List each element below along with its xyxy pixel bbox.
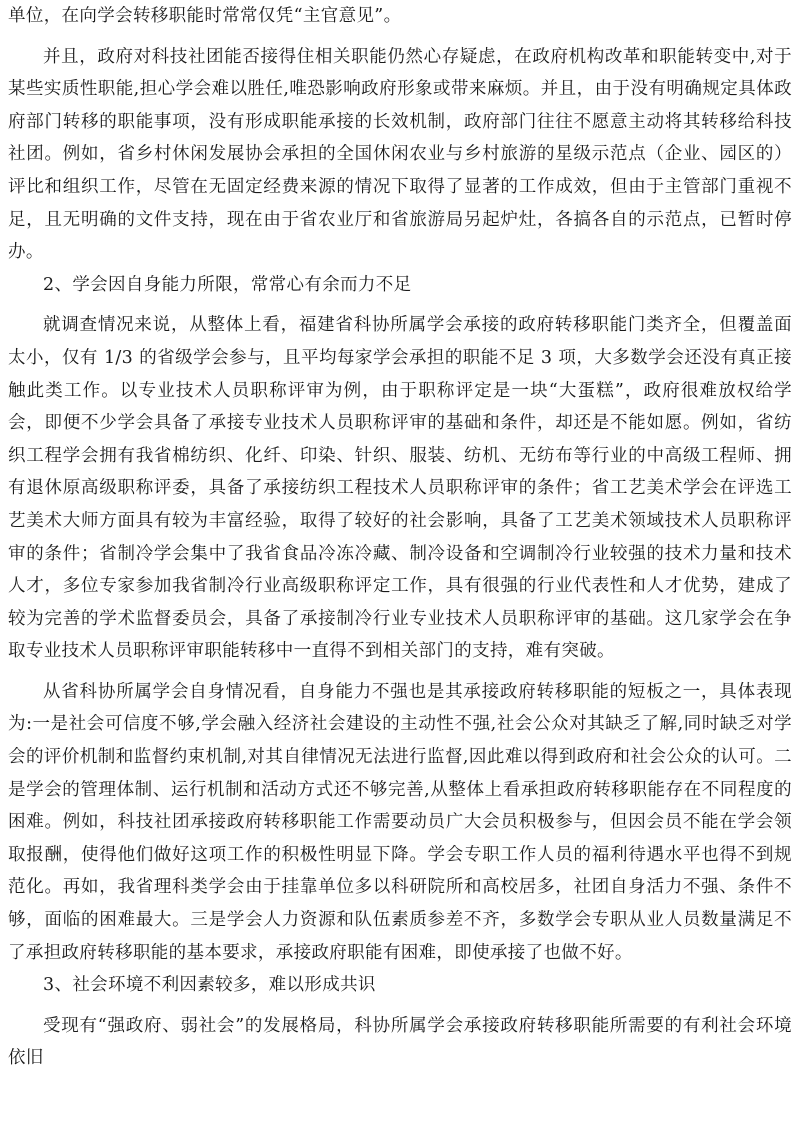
paragraph-social-environment: 受现有“强政府、弱社会”的发展格局，科协所属学会承接政府转移职能所需要的有利社会环境依旧	[8, 1015, 792, 1069]
section-heading-3: 3、社会环境不利因素较多，难以形成共识	[43, 975, 376, 996]
paragraph-government-concerns: 并且，政府对科技社团能否接得住相关职能仍然心存疑虑，在政府机构改革和职能转变中,对于某些实质性职能,担心学会难以胜任,唯恐影响政府形象或带来麻烦。并且，由于没有明确规定具体政府部门转移的职能事项，没有形成职能承接的长效机制，政府部门往往不愿意主动将其转移给科技社团。例如，省乡村休闲发展协会承担的全国休闲农业与乡村旅游的星级示范点（企业、园区的）评比和组织工作，尽管在无固定经费来源的情况下取得了显著的工作成效，但由于主管部门重视不足，且无明确的文件支持，现在由于省农业厅和省旅游局另起炉灶，各搞各自的示范点，已暂时停办。	[8, 46, 792, 263]
paragraph-survey-situation: 就调查情况来说，从整体上看，福建省科协所属学会承接的政府转移职能门类齐全，但覆盖面太小，仅有 1/3 的省级学会参与，且平均每家学会承担的职能不足 3 项，大多数学会还没有真正接触此类工作。以专业技术人员职称评审为例，由于职称评定是一块“大蛋糕”，政府很难放权给学会，即便不少学会具备了承接专业技术人员职称评审的基础和条件，却还是不能如愿。例如，省纺织工程学会拥有我省棉纺织、化纤、印染、针织、服装、纺机、无纺布等行业的中高级工程师、拥有退休原高级职称评委，具备了承接纺织工程技术人员职称评审的条件；省工艺美术学会在评选工艺美术大师方面具有较为丰富经验，取得了较好的社会影响，具备了工艺美术领域技术人员职称评审的条件；省制冷学会集中了我省食品冷冻冷藏、制冷设备和空调制冷行业较强的技术力量和技术人才，多位专家参加我省制冷行业高级职称评定工作，具有很强的行业代表性和人才优势，建成了较为完善的学术监督委员会，具备了承接制冷行业专业技术人员职称评审的基础。这几家学会在争取专业技术人员职称评审职能转移中一直得不到相关部门的支持，难有突破。	[8, 315, 792, 662]
section-heading-2: 2、学会因自身能力所限，常常心有余而力不足	[43, 274, 412, 295]
paragraph-continuation: 单位，在向学会转移职能时常常仅凭“主官意见”。	[8, 6, 402, 26]
paragraph-self-capacity: 从省科协所属学会自身情况看，自身能力不强也是其承接政府转移职能的短板之一，具体表现为:一是社会可信度不够,学会融入经济社会建设的主动性不强,社会公众对其缺乏了解,同时缺乏对学会的评价机制和监督约束机制,对其自律情况无法进行监督,因此难以得到政府和社会公众的认可。二是学会的管理体制、运行机制和活动方式还不够完善,从整体上看承担政府转移职能存在不同程度的困难。例如，科技社团承接政府转移职能工作需要动员广大会员积极参与，但因会员不能在学会领取报酬，使得他们做好这项工作的积极性明显下降。学会专职工作人员的福利待遇水平也得不到规范化。再如，我省理科类学会由于挂靠单位多以科研院所和高校居多，社团自身活力不强、条件不够，面临的困难最大。三是学会人力资源和队伍素质参差不齐，多数学会专职从业人员数量满足不了承担政府转移职能的基本要求，承接政府职能有困难，即使承接了也做不好。	[8, 681, 792, 963]
